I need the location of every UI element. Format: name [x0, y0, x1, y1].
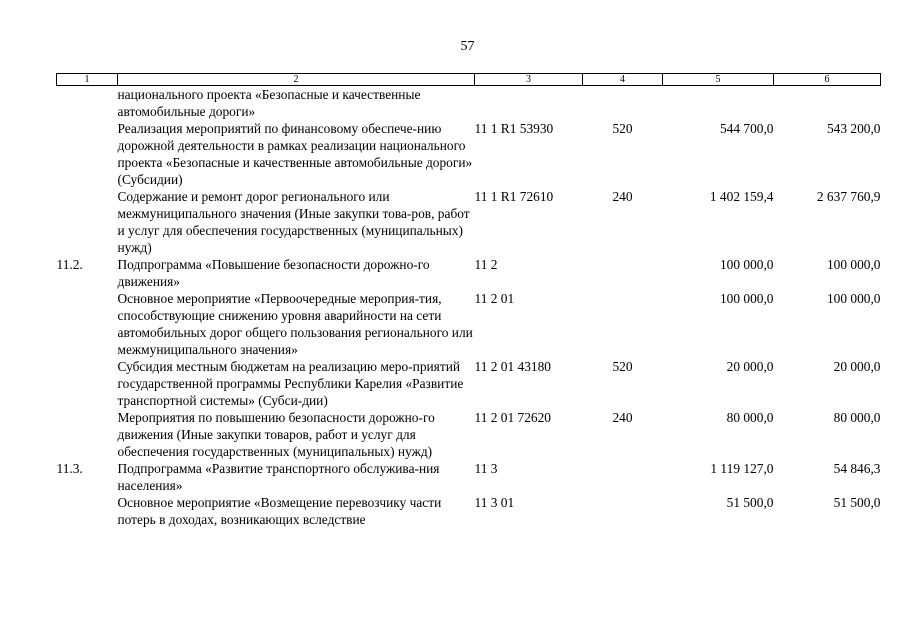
row-amount-2: 80 000,0: [833, 410, 881, 425]
row-code: 11 3: [474, 461, 498, 476]
row-amount-2: 54 846,3: [833, 461, 881, 476]
column-header-name: 2: [118, 74, 475, 86]
row-number: 11.2.: [56, 257, 83, 272]
row-name: Содержание и ремонт дорог регионального или межмуниципального значения (Иные закупки това-ров, работ и услуг для обеспечения государственных (муниципальных) нужд): [117, 189, 470, 255]
row-name: национального проекта «Безопасные и качественные автомобильные дороги»: [117, 87, 421, 119]
row-code: 11 2 01: [474, 291, 515, 306]
row-amount-2: 543 200,0: [826, 121, 881, 136]
row-code: 11 3 01: [474, 495, 515, 510]
row-expense-type: [583, 86, 663, 121]
row-name: Субсидия местным бюджетам на реализацию меро-приятий государственной программы Республики Карелия «Развитие транспортной системы» (Субси-дии): [117, 359, 464, 408]
row-number: [57, 120, 118, 188]
row-name: Мероприятия по повышению безопасности дорожно-го движения (Иные закупки товаров, работ и услуг для обеспечения государственных (муниципальных) нужд): [117, 410, 435, 459]
row-amount-1: 1 402 159,4: [709, 189, 774, 204]
row-amount-1: 100 000,0: [719, 291, 774, 306]
row-amount-2: 100 000,0: [826, 291, 881, 306]
budget-table: [56, 73, 881, 528]
table-row: [57, 358, 881, 409]
row-amount-1: 100 000,0: [719, 257, 774, 272]
table-row: [57, 494, 881, 528]
row-code: 11 2 01 72620: [474, 410, 551, 425]
row-amount-2: 20 000,0: [833, 359, 881, 374]
table-header-row: [57, 74, 881, 86]
column-header-amount-1: 5: [663, 74, 774, 86]
page-number: 57: [460, 39, 475, 54]
row-code: 11 2 01 43180: [474, 359, 551, 374]
row-amount-1: 544 700,0: [719, 121, 774, 136]
row-amount-1: 51 500,0: [726, 495, 774, 510]
row-code: 11 1 R1 53930: [474, 121, 554, 136]
row-number: [57, 290, 118, 358]
row-amount-1: 1 119 127,0: [710, 461, 774, 476]
row-name: Реализация мероприятий по финансовому обеспече-нию дорожной деятельности в рамках реализации национального проекта «Безопасные и качественные автомобильные дороги» (Субсидии): [117, 121, 473, 187]
row-number: [57, 86, 118, 121]
row-code: 11 2: [474, 257, 498, 272]
row-expense-type: [583, 460, 663, 494]
row-number: [57, 494, 118, 528]
column-header-expense-type: 4: [583, 74, 663, 86]
row-name: Основное мероприятие «Возмещение перевозчику части потерь в доходах, возникающих вследствие: [117, 495, 442, 527]
table-row: [57, 188, 881, 256]
row-code: 11 1 R1 72610: [474, 189, 554, 204]
row-number: [57, 188, 118, 256]
table-row: [57, 256, 881, 290]
column-header-code: 3: [475, 74, 583, 86]
row-expense-type: 520: [612, 359, 633, 374]
table-row: [57, 460, 881, 494]
row-amount-2: 51 500,0: [833, 495, 881, 510]
row-expense-type: [583, 256, 663, 290]
row-code: [475, 86, 583, 121]
row-number: [57, 358, 118, 409]
table-row: [57, 290, 881, 358]
row-name: Основное мероприятие «Первоочередные мероприя-тия, способствующие снижению уровня аварийности на сети автомобильных дорог общего пользования регионального или межмуниципального значения»: [117, 291, 473, 357]
row-amount-1: 20 000,0: [726, 359, 774, 374]
row-expense-type: [583, 290, 663, 358]
table-row: [57, 120, 881, 188]
column-header-number: 1: [57, 74, 118, 86]
row-expense-type: 520: [612, 121, 633, 136]
row-expense-type: [583, 494, 663, 528]
row-amount-1: 80 000,0: [726, 410, 774, 425]
row-amount-2: 100 000,0: [826, 257, 881, 272]
table-row: [57, 86, 881, 121]
column-header-amount-2: 6: [774, 74, 881, 86]
row-number: [57, 409, 118, 460]
row-amount-2: [774, 86, 881, 121]
row-number: 11.3.: [56, 461, 83, 476]
row-amount-1: [663, 86, 774, 121]
row-expense-type: 240: [612, 189, 633, 204]
table-row: [57, 409, 881, 460]
row-amount-2: 2 637 760,9: [816, 189, 881, 204]
row-name: Подпрограмма «Развитие транспортного обслужива-ния населения»: [117, 461, 440, 493]
row-name: Подпрограмма «Повышение безопасности дорожно-го движения»: [117, 257, 430, 289]
row-expense-type: 240: [612, 410, 633, 425]
